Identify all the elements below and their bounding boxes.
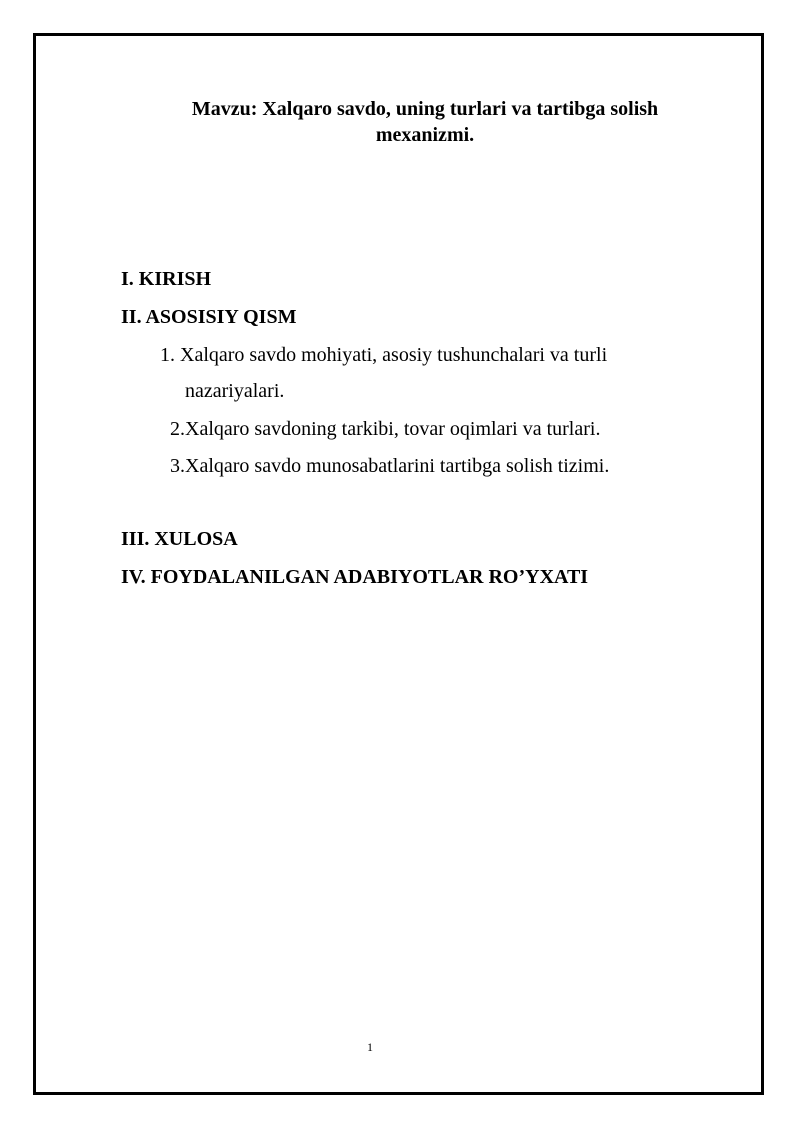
- section-asosiy-qism: II. ASOSISIY QISM: [121, 306, 297, 328]
- subsection-3: 3.Xalqaro savdo munosabatlarini tartibga solish tizimi.: [170, 455, 610, 477]
- page-number: 1: [367, 1040, 373, 1054]
- section-kirish: I. KIRISH: [121, 268, 212, 290]
- section-adabiyotlar: IV. FOYDALANILGAN ADABIYOTLAR RO’YXATI: [121, 566, 589, 588]
- subsection-2: 2.Xalqaro savdoning tarkibi, tovar oqimlari va turlari.: [170, 418, 601, 440]
- document-title: [150, 96, 700, 148]
- subsection-1-line-2: nazariyalari.: [185, 380, 285, 402]
- section-xulosa: III. XULOSA: [121, 528, 238, 550]
- subsection-1-line-1: 1. Xalqaro savdo mohiyati, asosiy tushunchalari va turli: [160, 344, 608, 366]
- title-line-2: mexanizmi.: [375, 124, 475, 146]
- title-line-1: Mavzu: Xalqaro savdo, uning turlari va tartibga solish: [191, 98, 659, 120]
